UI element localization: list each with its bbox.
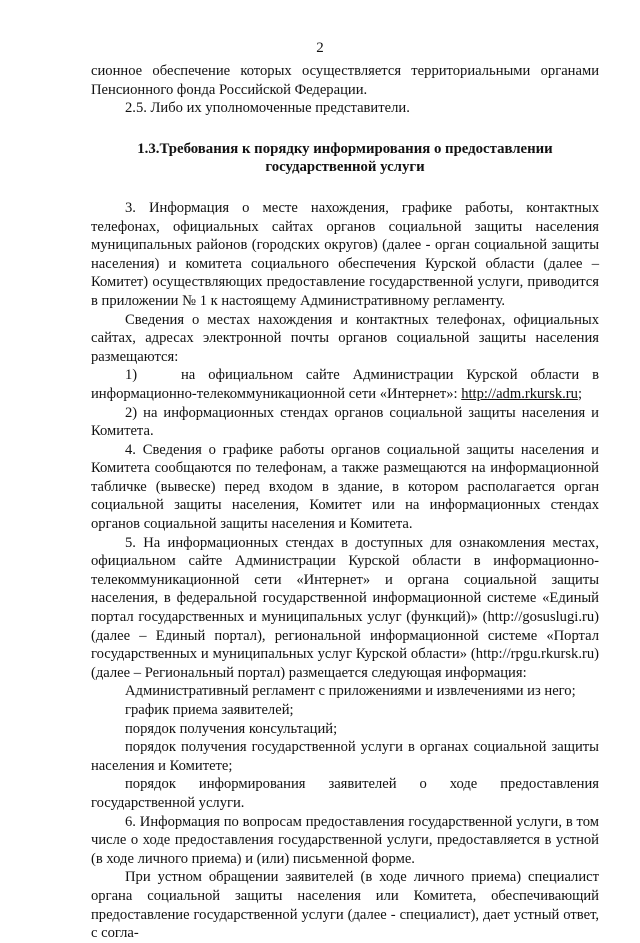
info-item-schedule: график приема заявителей; [125,702,294,718]
paragraph-oral: При устном обращении заявителей (в ходе личного приема) специалист органа социальной защиты населения или Комитета, обеспечивающий предоставление государственной услуги (далее - специалист), дает устный ответ, с согла- [91,869,599,942]
info-item-consultations: порядок получения консультаций; [125,720,338,737]
section-heading: 1.3.Требования к порядку информирования о предоставлении государственной услуги [137,140,553,176]
info-item-regulation: Административный регламент с приложениями и извлечениями из него; [125,683,576,700]
info-item-informing: порядок информирования заявителей о ходе предоставления государственной услуги. [91,776,599,811]
list-item-2: 2) на информационных стендах органов социальной защиты населения и Комитета. [91,404,599,440]
list-item-1 [91,366,599,403]
paragraph-3: 3. Информация о месте нахождения, графике работы, контактных телефонах, официальных сайтах органов социальной защиты населения муниципальных районов (городских округов) (далее - орган социальной защиты населения) и комитета социального обеспечения Курской области (далее – Комитет) осуществляющих предоставление государственной услуги, приводится в приложении № 1 к настоящему Административному регламенту. [91,199,599,309]
adm-site-link[interactable]: http://adm.rkursk.ru [461,385,578,402]
paragraph-4: 4. Сведения о графике работы органов социальной защиты населения и Комитета сообщаются по телефонам, а также размещаются на информационной табличке (вывеске) перед входом в здание, в котором располагается орган социальной защиты населения, Комитет или на информационных стендах органов социальной защиты населения и Комитета. [91,441,599,533]
page-number: 2 [316,40,324,56]
paragraph-places: Сведения о местах нахождения и контактных телефонах, официальных сайтах, адресах электронной почты органов социальной защиты населения размещаются: [91,311,599,365]
info-item-obtaining: порядок получения государственной услуги в органах социальной защиты населения и Комитете; [91,739,599,774]
paragraph-5: 5. На информационных стендах в доступных для ознакомления местах, официальном сайте Администрации Курской области в информационно-телекоммуникационной сети «Интернет» и органа социальной защиты населения, в федеральной государственной информационной системе «Единый портал государственных и муниципальных услуг (функций)» (http://gosuslugi.ru) (далее – Единый портал), региональной информационной системе «Портал государственных и муниципальных услуг Курской области» (http://rpgu.rkursk.ru) (далее – Региональный портал) размещается следующая информация: [91,534,599,681]
paragraph-6: 6. Информация по вопросам предоставления государственной услуги, в том числе о ходе предоставления государственной услуги, предоставляется в устной (в ходе личного приема) и (или) письменной форме. [91,813,599,867]
list-item-1-text: на официальном сайте Администрации Курской области в информационно-телекоммуникационной сети «Интернет»: [91,367,599,402]
list-item-1-number: 1) [125,367,138,384]
paragraph-2-5: 2.5. Либо их уполномоченные представители. [125,100,410,117]
list-item-1-end: ; [577,385,583,402]
paragraph-continuation: сионное обеспечение которых осуществляется территориальными органами Пенсионного фонда Российской Федерации. [91,63,599,98]
document-body [91,62,599,943]
